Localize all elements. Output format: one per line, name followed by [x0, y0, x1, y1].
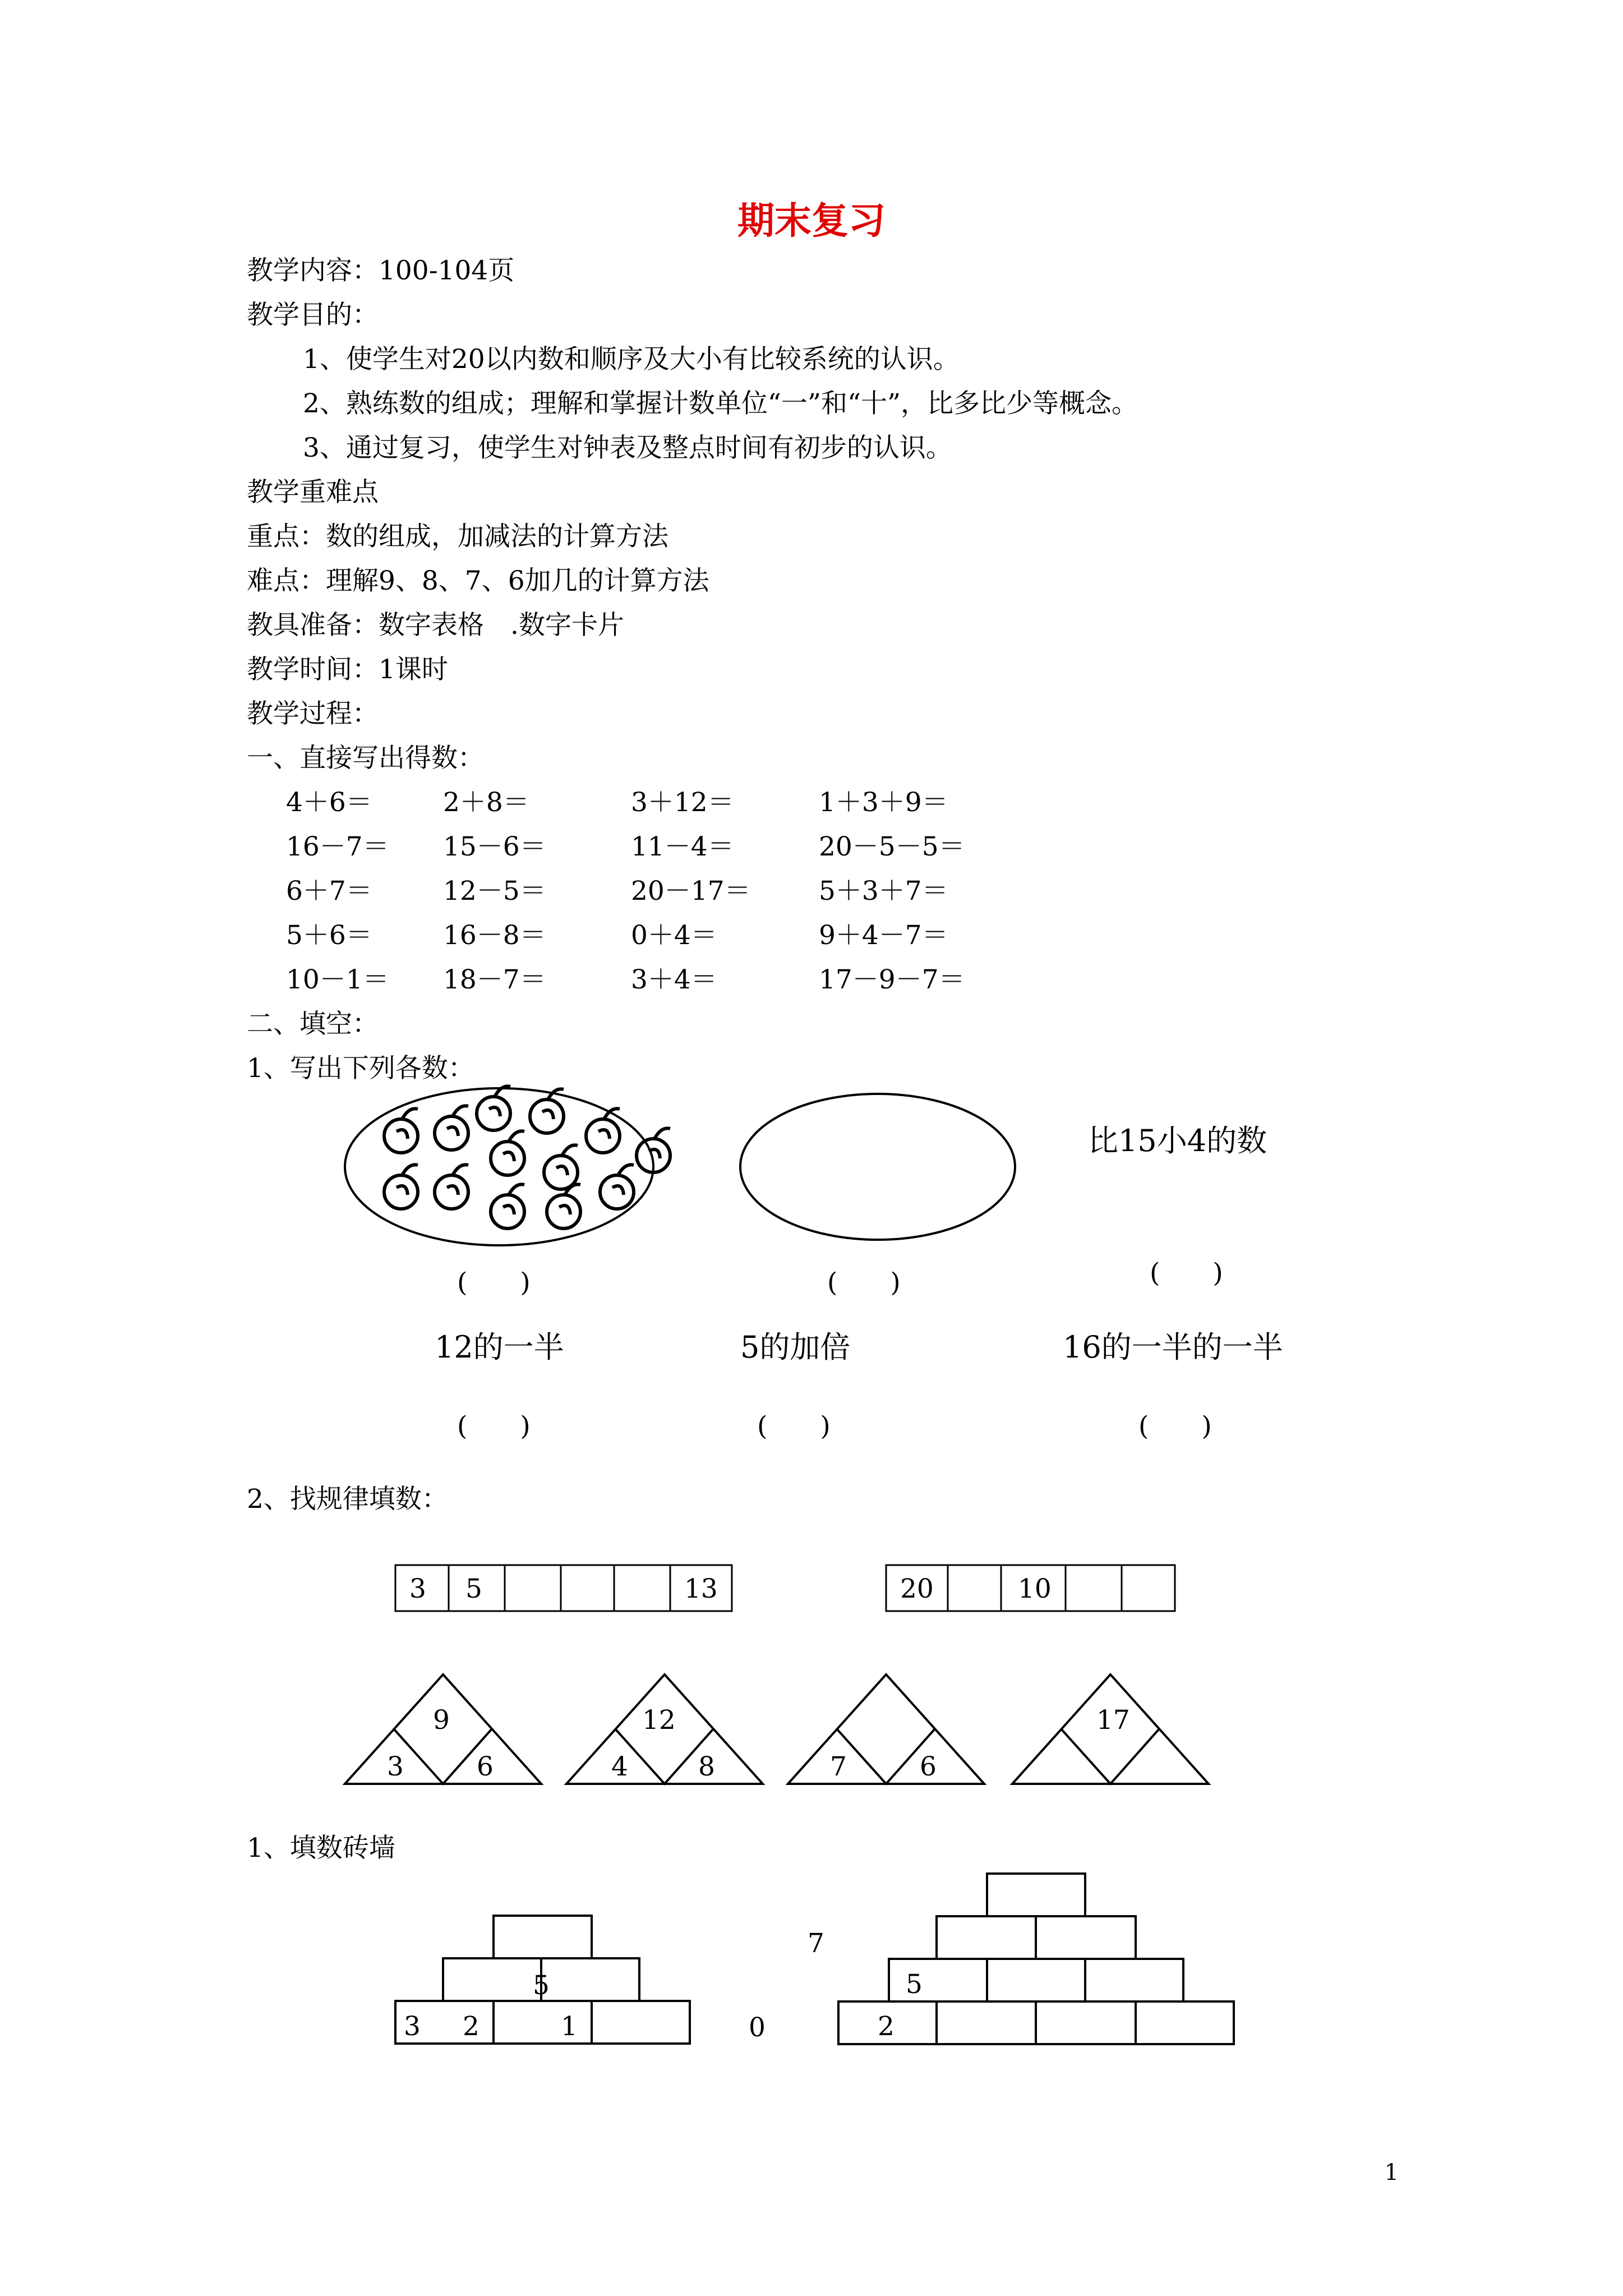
- pattern-cell: 3: [409, 1573, 426, 1604]
- equation: 9＋4－7＝: [819, 920, 948, 951]
- triangle-right-value: 6: [920, 1751, 937, 1782]
- brick-wall-b: [838, 1874, 1234, 2044]
- triangle-left-value: 7: [830, 1751, 847, 1782]
- page-title: 期末复习: [737, 199, 886, 242]
- answer-blank: ( ): [457, 1411, 531, 1442]
- equation: 2＋8＝: [443, 787, 529, 818]
- triangle-top-value: 9: [433, 1705, 450, 1736]
- answer-blank: ( ): [457, 1267, 531, 1298]
- empty-oval: [740, 1094, 1015, 1240]
- equation: 11－4＝: [631, 831, 734, 862]
- equation: 15－6＝: [443, 831, 546, 862]
- apple-icon: [435, 1106, 468, 1150]
- info-line: 难点：理解9、8、7、6加几的计算方法: [247, 565, 709, 596]
- page-number: 1: [1384, 2160, 1399, 2185]
- apple-icons: [384, 1086, 670, 1228]
- answer-blank: ( ): [827, 1267, 901, 1298]
- answer-blank: ( ): [1138, 1411, 1212, 1442]
- info-line: 教学重难点: [247, 477, 379, 508]
- equation: 20－17＝: [631, 876, 751, 907]
- equation: 3＋12＝: [631, 787, 734, 818]
- question-heading: 2、找规律填数：: [247, 1484, 448, 1515]
- pattern-cell: 10: [1018, 1573, 1052, 1604]
- goal-item: 2、熟练数的组成；理解和掌握计数单位“一”和“十”，比多比少等概念。: [303, 388, 1138, 419]
- pattern-cell: 13: [684, 1573, 718, 1604]
- triangle-right-value: 8: [698, 1751, 715, 1782]
- triangle-top-value: 17: [1096, 1705, 1130, 1736]
- side-number: 0: [749, 2012, 766, 2043]
- pattern-cell: 5: [465, 1573, 482, 1604]
- triangle-top-value: 12: [642, 1705, 676, 1736]
- triangle-left-value: 3: [387, 1751, 404, 1782]
- pattern-cell: 20: [900, 1573, 934, 1604]
- equation: 20－5－5＝: [819, 831, 965, 862]
- apple-icon: [530, 1089, 564, 1133]
- equation: 3＋4＝: [631, 964, 717, 995]
- wall-cell: 3: [404, 2011, 421, 2042]
- equation: 16－8＝: [443, 920, 546, 951]
- side-number: 7: [808, 1928, 824, 1959]
- equation: 17－9－7＝: [819, 964, 965, 995]
- section-heading: 一、直接写出得数：: [247, 743, 484, 774]
- wall-cell: 2: [878, 2011, 895, 2042]
- info-line: 教学时间：1课时: [247, 654, 448, 685]
- info-line: 教具准备：数字表格 .数字卡片: [247, 610, 624, 641]
- goal-item: 3、通过复习，使学生对钟表及整点时间有初步的认识。: [303, 432, 952, 463]
- equation: 5＋3＋7＝: [819, 876, 948, 907]
- number-triangles: [345, 1674, 1209, 1784]
- answer-blank: ( ): [1150, 1258, 1223, 1289]
- objective-heading: 教学目的：: [247, 300, 379, 330]
- equation: 5＋6＝: [286, 920, 372, 951]
- wall-cell: 5: [906, 1969, 923, 2000]
- apple-icon: [477, 1086, 510, 1130]
- goal-item: 1、使学生对20以内数和顺序及大小有比较系统的认识。: [303, 344, 960, 375]
- question-heading: 1、写出下列各数：: [247, 1053, 474, 1084]
- content-line: 教学内容：100-104页: [247, 255, 515, 286]
- compare-label: 比15小4的数: [1088, 1123, 1267, 1158]
- half-label: 5的加倍: [740, 1329, 851, 1365]
- apple-icon: [384, 1165, 418, 1209]
- apple-icon: [544, 1145, 578, 1189]
- answer-blank: ( ): [757, 1411, 831, 1442]
- question-heading: 1、填数砖墙: [247, 1833, 395, 1864]
- equation: 4＋6＝: [286, 787, 372, 818]
- apple-icon: [435, 1165, 468, 1209]
- wall-cell: 1: [561, 2011, 578, 2042]
- equation: 16－7＝: [286, 831, 389, 862]
- apple-icon: [600, 1165, 634, 1209]
- equation: 10－1＝: [286, 964, 389, 995]
- triangle-left-value: 4: [611, 1751, 628, 1782]
- wall-cell: 5: [533, 1970, 550, 2001]
- apple-icon: [491, 1184, 524, 1228]
- apple-icon: [491, 1131, 524, 1175]
- section-heading: 二、填空：: [247, 1009, 379, 1039]
- half-label: 12的一半: [435, 1329, 564, 1365]
- triangle-right-value: 6: [477, 1751, 494, 1782]
- half-label: 16的一半的一半: [1063, 1329, 1283, 1365]
- equation: 1＋3＋9＝: [819, 787, 948, 818]
- info-line: 重点：数的组成，加减法的计算方法: [247, 521, 668, 552]
- equation: 6＋7＝: [286, 876, 372, 907]
- apple-icon: [547, 1184, 580, 1228]
- wall-cell: 2: [463, 2011, 479, 2042]
- equation: 18－7＝: [443, 964, 546, 995]
- triangle-3: [788, 1674, 984, 1784]
- equation: 0＋4＝: [631, 920, 717, 951]
- apple-icon: [384, 1108, 418, 1153]
- info-line: 教学过程：: [247, 698, 379, 729]
- equation: 12－5＝: [443, 876, 546, 907]
- pattern-row-a: [395, 1565, 732, 1611]
